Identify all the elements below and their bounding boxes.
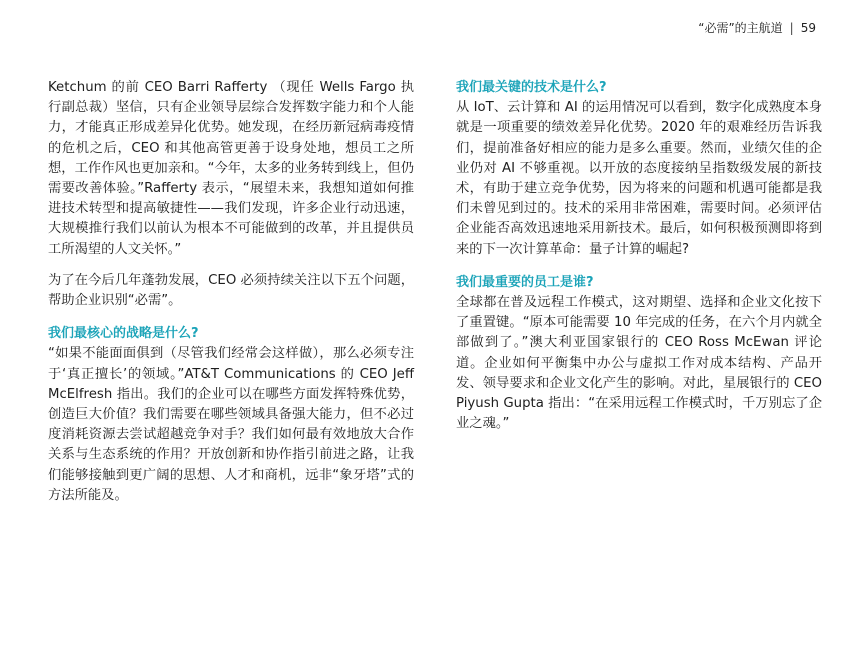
section-body: “如果不能面面俱到（尽管我们经常会这样做），那么必须专注于‘真正擅长’的领域。”AT&T Communications 的 CEO Jeff McElfresh 指出。我们的企业可以在哪些方面发挥特殊优势，创造巨大价值？我们需要在哪些领域具备强大能力，但不必过度消耗资源去尝试超越竞争对手？我们如何最有效地放大合作关系与生态系统的作用？开放创新和协作指引前进之路，让我们能够接触到更广阔的思想、人才和商机，远非“象牙塔”式的方法所能及。 [48, 346, 414, 503]
header-separator: | [789, 21, 794, 35]
section-body: 从 IoT、云计算和 AI 的运用情况可以看到，数字化成熟度本身就是一项重要的绩效差异化优势。2020 年的艰难经历告诉我们，提前准备好相应的能力是多么重要。然而，业绩欠佳的企业仍对 AI 不够重视。以开放的态度接纳呈指数级发展的新技术，有助于建立竞争优势，因为将来的问题和机遇可能都是我们未曾见到过的。技术的采用非常困难，需要时间。必须评估企业能否高效迅速地采用新技术。最后，如何积极预测即将到来的下一次计算革命：量子计算的崛起? [456, 100, 822, 257]
employees-section [456, 273, 822, 435]
chapter-title: “必需”的主航道 [698, 21, 783, 35]
section-heading: 我们最核心的战略是什么? [48, 326, 199, 342]
section-heading: 我们最关键的技术是什么? [456, 80, 607, 95]
intro-paragraph: Ketchum 的前 CEO Barri Rafferty （现任 Wells Fargo 执行副总裁）坚信，只有企业领导层综合发挥数字能力和个人能力，才能真正形成差异化优势。她发现，在经历新冠病毒疫情的危机之后，CEO 和其他高管更善于设身处地，想员工之所想，工作作风也更加亲和。“今年，太多的业务转到线上，但仍需要改善体验。”Rafferty 表示，“展望未来，我想知道如何推进技术转型和提高敏捷性——我们发现，许多企业行动迅速，大规模推行我们以前认为根本不可能做到的改革，并且提供员工所渴望的人文关怀。” [48, 80, 414, 257]
section-heading: 我们最重要的员工是谁? [456, 274, 594, 290]
page-number: 59 [800, 21, 816, 35]
strategy-section [48, 324, 414, 506]
technology-section [456, 78, 822, 260]
left-column [48, 78, 414, 506]
section-body: 全球都在普及远程工作模式，这对期望、选择和企业文化按下了重置键。“原本可能需要 10 年完成的任务，在六个月内就全部做到了。”澳大利亚国家银行的 CEO Ross McEwan 评论道。企业如何平衡集中办公与虚拟工作对成本结构、产品开发、领导要求和企业文化产生的影响。对此，星展银行的 CEO Piyush Gupta 指出：“在采用远程工作模式时，千万别忘了企业之魂。” [456, 295, 822, 432]
five-questions-paragraph: 为了在今后几年蓬勃发展，CEO 必须持续关注以下五个问题，帮助企业识别“必需”。 [48, 272, 414, 309]
right-column [456, 78, 822, 434]
running-header [698, 20, 816, 36]
